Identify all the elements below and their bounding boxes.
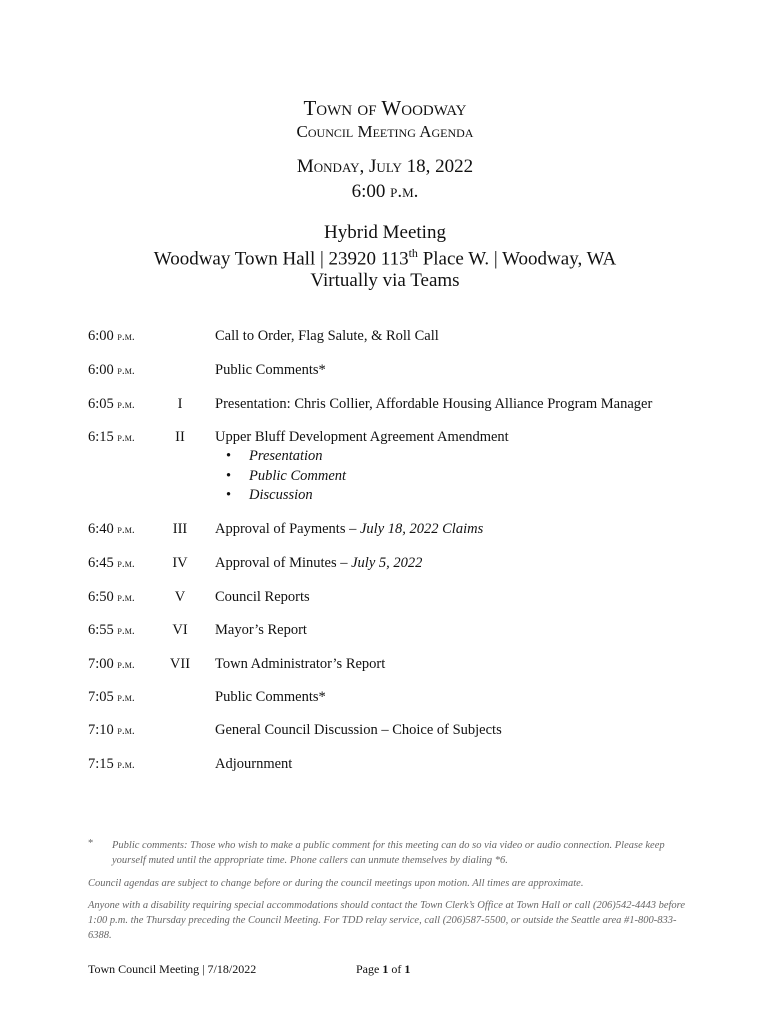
- agenda-item-number: II: [175, 429, 185, 445]
- agenda-item-title: [215, 328, 695, 345]
- agenda-item-time: [88, 656, 135, 673]
- meeting-location: [0, 246, 770, 270]
- agenda-item-title-text: Council Reports: [215, 589, 310, 605]
- public-comment-note: Public comments: Those who wish to make a public comment for this meeting can do so via video or audio connection. Please keep yourself muted until the appropriate time. Phone callers can unmute themselves by dialing *6.: [112, 840, 665, 866]
- footer-meeting-label: Town Council Meeting | 7/18/2022: [88, 962, 257, 976]
- agenda-item-time-pm: p.m.: [117, 592, 135, 604]
- agenda-item-title-text: Presentation: Chris Collier, Affordable Housing Alliance Program Manager: [215, 396, 653, 412]
- agenda-item-number: V: [174, 589, 186, 605]
- subject-to-change-note: Council agendas are subject to change before or during the council meetings upon motion. All times are approximate.: [88, 878, 584, 889]
- agenda-item-time-hm: 7:05: [88, 689, 114, 705]
- agenda-item-number: VI: [172, 622, 188, 638]
- agenda-item-title: [215, 429, 695, 446]
- agenda-item-time-hm: 6:40: [88, 521, 114, 537]
- agenda-item-time-hm: 6:05: [88, 396, 114, 412]
- page-num: 1: [382, 962, 389, 976]
- agenda-item-detail: July 18, 2022 Claims: [359, 521, 484, 537]
- location-sup: th: [408, 246, 418, 260]
- agenda-item-time: [88, 362, 135, 379]
- agenda-item-time: [88, 589, 135, 606]
- agenda-sub-items: [215, 448, 346, 507]
- agenda-item-title-text: Public Comments*: [215, 362, 326, 378]
- location-pre: Woodway Town Hall | 23920 113: [153, 248, 409, 270]
- footnote-asterisk: *: [88, 838, 94, 849]
- agenda-sub-item: • Discussion: [215, 487, 346, 507]
- agenda-item-time: [88, 622, 135, 639]
- agenda-item-title-text: Town Administrator’s Report: [215, 656, 386, 672]
- meeting-virtual: Virtually via Teams: [310, 270, 460, 291]
- agenda-item-time-pm: p.m.: [117, 659, 135, 671]
- town-title: Town of Woodway: [303, 96, 467, 120]
- agenda-item-time-hm: 6:15: [88, 429, 114, 445]
- agenda-item-time-hm: 6:45: [88, 555, 114, 571]
- agenda-item-title-text: Public Comments*: [215, 689, 326, 705]
- agenda-item-time-pm: p.m.: [117, 558, 135, 570]
- agenda-item-number: IV: [172, 555, 188, 571]
- agenda-item-time-pm: p.m.: [117, 759, 135, 771]
- agenda-item-time-pm: p.m.: [117, 524, 135, 536]
- agenda-item-time-hm: 6:00: [88, 362, 114, 378]
- agenda-sub-item: • Public Comment: [215, 468, 346, 488]
- agenda-item-time: [88, 328, 135, 345]
- agenda-item-number: III: [172, 521, 188, 537]
- agenda-item-title: [215, 521, 695, 538]
- page-label: Page: [356, 962, 383, 976]
- agenda-item-title-text: Adjournment: [215, 756, 293, 772]
- agenda-item-time-hm: 6:55: [88, 622, 114, 638]
- agenda-item-time-pm: p.m.: [117, 725, 135, 737]
- agenda-item-time-hm: 7:00: [88, 656, 114, 672]
- agenda-item-time-hm: 7:15: [88, 756, 114, 772]
- agenda-item-title-text: General Council Discussion – Choice of Subjects: [215, 722, 502, 738]
- accessibility-note: Anyone with a disability requiring special accommodations should contact the Town Clerk’s Office at Town Hall or call (206)542-4443 before 1:00 p.m. the Thursday preceding the Council Meeting. For TDD relay service, call (206)587-5500, or outside the Seattle area #1-800-833-6388.: [88, 900, 686, 941]
- agenda-item-time-pm: p.m.: [117, 692, 135, 704]
- agenda-item-time-pm: p.m.: [117, 625, 135, 637]
- agenda-item-time-pm: p.m.: [117, 399, 135, 411]
- agenda-item-time-hm: 7:10: [88, 722, 114, 738]
- location-post: Place W. | Woodway, WA: [417, 248, 617, 270]
- meeting-type: Hybrid Meeting: [324, 222, 446, 243]
- agenda-item-time: [88, 722, 135, 739]
- agenda-item-title: [215, 396, 695, 413]
- agenda-item-number: I: [177, 396, 183, 412]
- agenda-item-time-hm: 6:50: [88, 589, 114, 605]
- agenda-item-detail: July 5, 2022: [351, 555, 423, 571]
- agenda-item-time-hm: 6:00: [88, 328, 114, 344]
- agenda-item-time: [88, 396, 135, 413]
- page-total: 1: [404, 962, 411, 976]
- agenda-item-title-text: Mayor’s Report: [215, 622, 307, 638]
- agenda-item-title: [215, 756, 695, 773]
- page-number: [356, 962, 410, 977]
- page-of: of: [388, 962, 405, 976]
- agenda-item-title: [215, 362, 695, 379]
- agenda-item-time: [88, 521, 135, 538]
- agenda-item-time: [88, 756, 135, 773]
- agenda-item-time: [88, 429, 135, 446]
- meeting-time-pm: p.m.: [390, 181, 419, 202]
- agenda-sub-item: • Presentation: [215, 448, 346, 468]
- agenda-item-time: [88, 689, 135, 706]
- agenda-item-title: [215, 656, 695, 673]
- agenda-item-time: [88, 555, 135, 572]
- agenda-item-title: [215, 589, 695, 606]
- agenda-item-number: VII: [169, 656, 191, 672]
- meeting-date: Monday, July 18, 2022: [296, 156, 474, 177]
- agenda-item-title-text: Call to Order, Flag Salute, & Roll Call: [215, 328, 439, 344]
- agenda-item-time-pm: p.m.: [117, 432, 135, 444]
- agenda-subtitle: Council Meeting Agenda: [296, 122, 474, 141]
- agenda-item-title: [215, 555, 695, 572]
- agenda-item-title-text: Upper Bluff Development Agreement Amendment: [215, 429, 509, 445]
- meeting-time: [0, 181, 770, 203]
- agenda-item-title: [215, 689, 695, 706]
- agenda-item-title: [215, 622, 695, 639]
- meeting-time-hm: 6:00: [351, 181, 386, 202]
- agenda-item-title-text: Approval of Minutes –: [215, 555, 352, 571]
- agenda-item-time-pm: p.m.: [117, 331, 135, 343]
- agenda-item-time-pm: p.m.: [117, 365, 135, 377]
- agenda-item-title-text: Approval of Payments –: [215, 521, 360, 537]
- agenda-item-title: [215, 722, 695, 739]
